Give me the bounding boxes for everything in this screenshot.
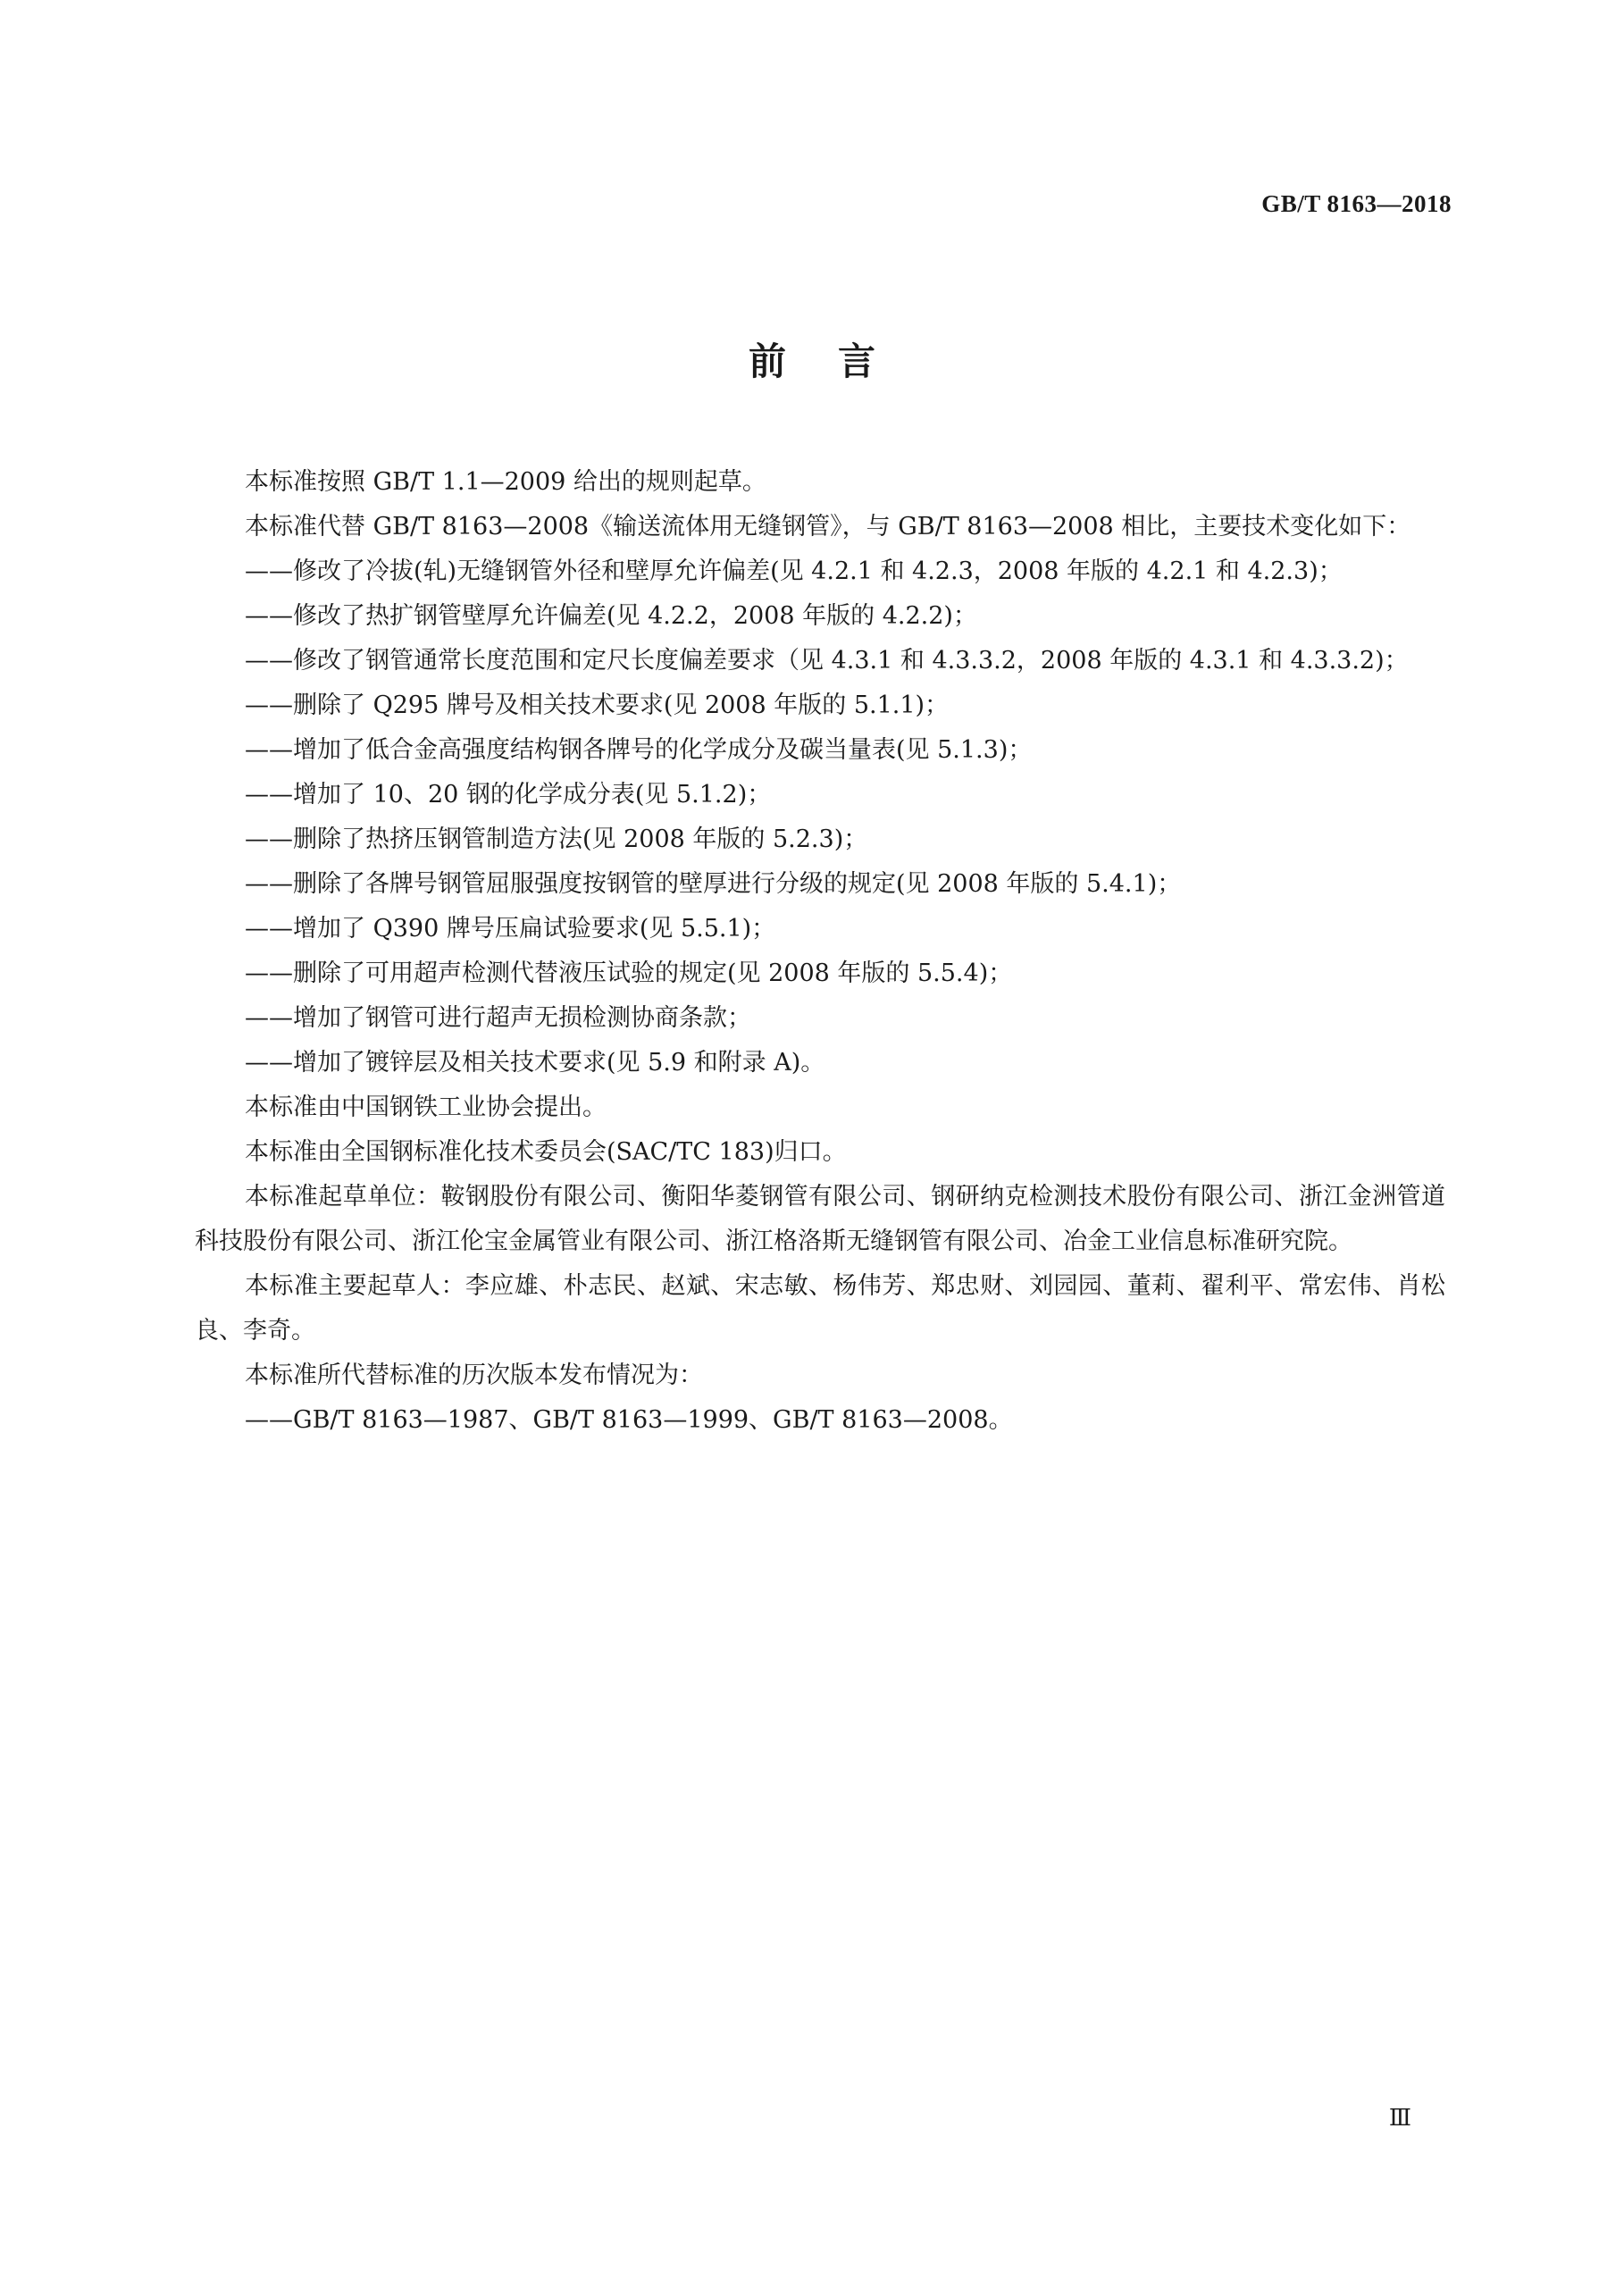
page-number: Ⅲ — [1388, 2105, 1411, 2131]
list-item: ——修改了钢管通常长度范围和定尺长度偏差要求（见 4.3.1 和 4.3.3.2，2008 年版的 4.3.1 和 4.3.3.2)； — [245, 647, 1409, 675]
paragraph-drafting-rules: 本标准按照 GB/T 1.1—2009 给出的规则起草。 — [245, 468, 766, 496]
list-item: ——删除了可用超声检测代替液压试验的规定(见 2008 年版的 5.5.4)； — [245, 959, 1013, 987]
paragraph-replacement: 本标准代替 GB/T 8163—2008《输送流体用无缝钢管》，与 GB/T 8163—2008 相比，主要技术变化如下： — [245, 513, 1411, 540]
history-item: ——GB/T 8163—1987、GB/T 8163—1999、GB/T 8163—2008。 — [245, 1406, 1013, 1434]
list-item: ——删除了各牌号钢管屈服强度按钢管的壁厚进行分级的规定(见 2008 年版的 5.4.1)； — [245, 870, 1182, 898]
paragraph-committee: 本标准由全国钢标准化技术委员会(SAC/TC 183)归口。 — [245, 1138, 847, 1166]
section-title: 前言 — [748, 339, 927, 383]
list-item: ——增加了镀锌层及相关技术要求(见 5.9 和附录 A)。 — [245, 1049, 825, 1077]
list-item: ——增加了低合金高强度结构钢各牌号的化学成分及碳当量表(见 5.1.3)； — [245, 736, 1033, 764]
list-item: ——增加了 Q390 牌号压扁试验要求(见 5.5.1)； — [245, 915, 776, 943]
paragraph-proposer: 本标准由中国钢铁工业协会提出。 — [245, 1094, 607, 1121]
paragraph-history-intro: 本标准所代替标准的历次版本发布情况为： — [245, 1362, 703, 1389]
changes-list — [195, 549, 1445, 1085]
list-item: ——修改了冷拔(轧)无缝钢管外径和壁厚允许偏差(见 4.2.1 和 4.2.3，2008 年版的 4.2.1 和 4.2.3)； — [245, 557, 1343, 585]
list-item: ——修改了热扩钢管壁厚允许偏差(见 4.2.2，2008 年版的 4.2.2)； — [245, 602, 977, 630]
paragraph-drafters: 本标准主要起草人：李应雄、朴志民、赵斌、宋志敏、杨伟芳、郑忠财、刘园园、董莉、翟利平、常宏伟、肖松良、李奇。 — [195, 1272, 1445, 1345]
list-item: ——增加了 10、20 钢的化学成分表(见 5.1.2)； — [245, 781, 772, 809]
foreword-body — [195, 460, 1445, 1443]
paragraph-drafting-units: 本标准起草单位：鞍钢股份有限公司、衡阳华菱钢管有限公司、钢研纳克检测技术股份有限公司、浙江金洲管道科技股份有限公司、浙江伦宝金属管业有限公司、浙江格洛斯无缝钢管有限公司、冶金工业信息标准研究院。 — [195, 1183, 1445, 1255]
list-item: ——删除了 Q295 牌号及相关技术要求(见 2008 年版的 5.1.1)； — [245, 691, 950, 719]
list-item: ——增加了钢管可进行超声无损检测协商条款； — [245, 1004, 751, 1032]
list-item: ——删除了热挤压钢管制造方法(见 2008 年版的 5.2.3)； — [245, 825, 868, 853]
document-code: GB/T 8163—2018 — [1261, 190, 1452, 217]
